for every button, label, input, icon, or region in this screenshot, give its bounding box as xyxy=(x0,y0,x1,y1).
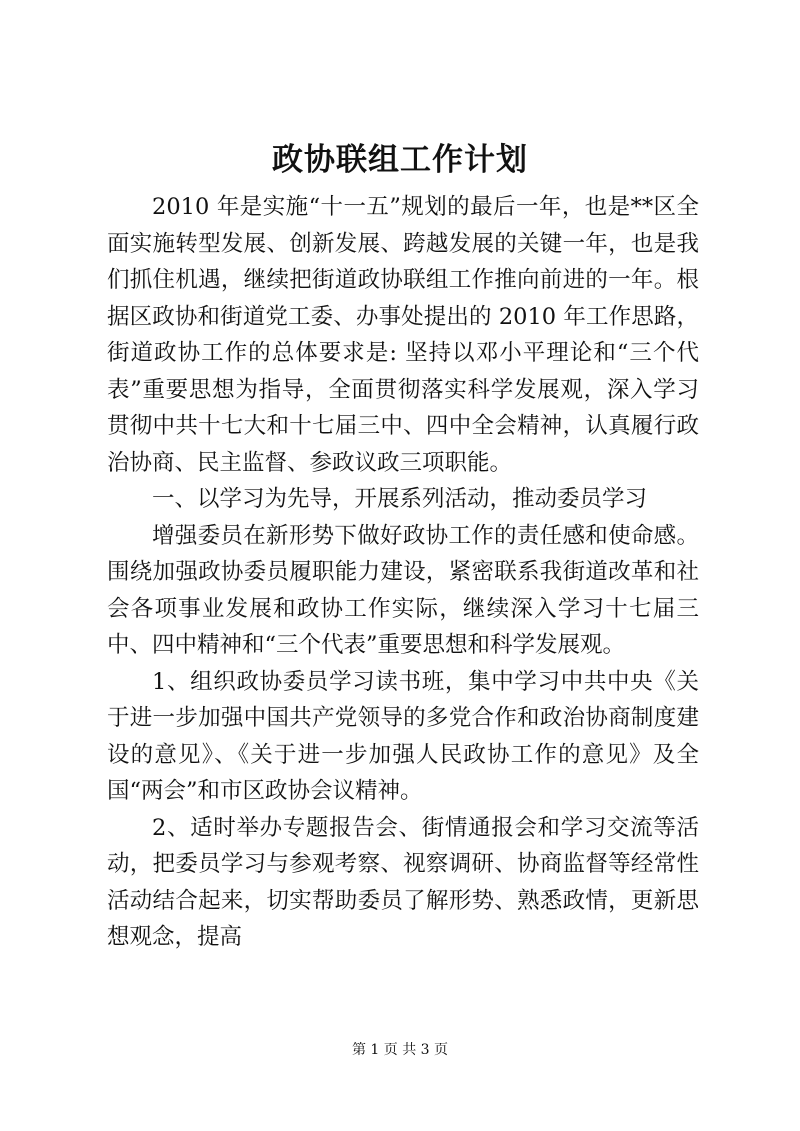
page-footer: 第 1 页 共 3 页 xyxy=(351,1042,449,1058)
list-item-2: 2、适时举办专题报告会、街情通报会和学习交流等活动，把委员学习与参观考察、视察调研、协商监督等经常性活动结合起来，切实帮助委员了解形势、熟悉政情，更新思想观念，提高 xyxy=(107,814,699,950)
section-heading: 一、以学习为先导，开展系列活动，推动委员学习 xyxy=(152,486,648,512)
document-title: 政协联组工作计划 xyxy=(272,142,528,178)
document-body xyxy=(107,189,699,956)
section-paragraph: 增强委员在新形势下做好政协工作的责任感和使命感。围绕加强政协委员履职能力建设，紧密联系我街道改革和社会各项事业发展和政协工作实际，继续深入学习十七届三中、四中精神和“三个代表”重要思想和科学发展观。 xyxy=(107,522,699,658)
list-item-1: 1、组织政协委员学习读书班，集中学习中共中央《关于进一步加强中国共产党领导的多党合作和政治协商制度建设的意见》、《关于进一步加强人民政协工作的意见》及全国“两会”和市区政协会议精神。 xyxy=(107,668,699,804)
intro-paragraph: 2010 年是实施“十一五”规划的最后一年，也是**区全面实施转型发展、创新发展、跨越发展的关键一年，也是我们抓住机遇，继续把街道政协联组工作推向前进的一年。根据区政协和街道党工委、办事处提出的 2010 年工作思路，街道政协工作的总体要求是: 坚持以邓小平理论和“三个代表”重要思想为指导，全面贯彻落实科学发展观，深入学习贯彻中共十七大和十七届三中、四中全会精神，认真履行政治协商、民主监督、参政议政三项职能。 xyxy=(107,194,699,476)
